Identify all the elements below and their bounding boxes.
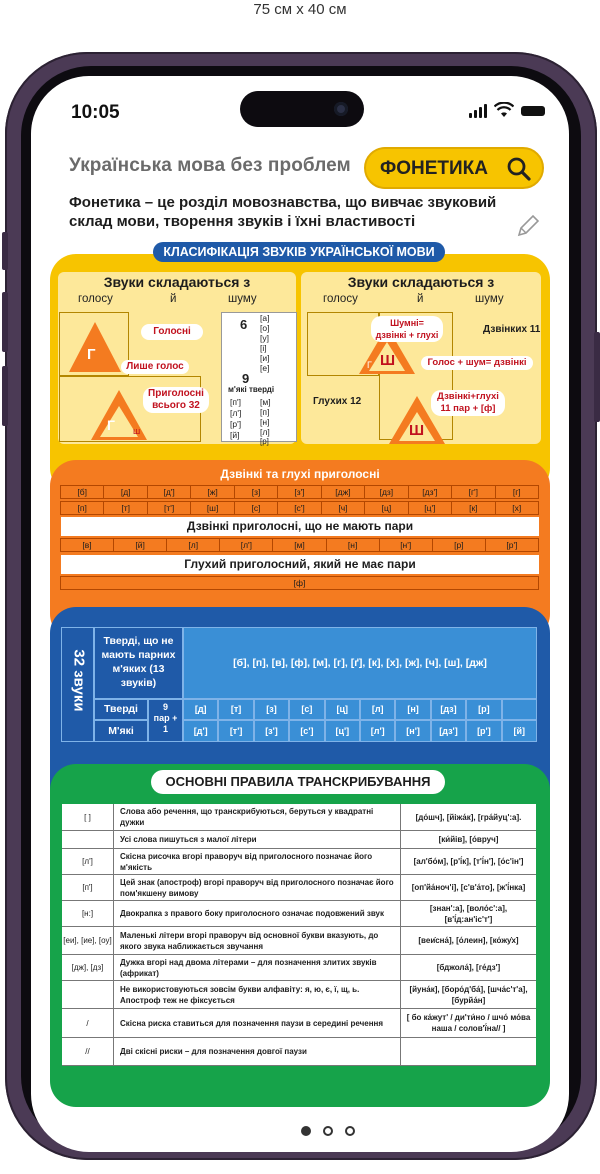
rule-row <box>62 1009 536 1038</box>
page-dot[interactable] <box>301 1126 311 1136</box>
left-heading: Звуки складаються з <box>103 274 251 290</box>
hard-only-list: [б], [п], [в], [ф], [м], [г], [ґ], [к], [х], [ж], [ч], [ш], [дж] <box>183 627 537 699</box>
rule-desc: Двокрапка з правого боку приголосного означає подовжений звук <box>114 901 401 926</box>
topic-label: ФОНЕТИКА <box>380 158 488 179</box>
pair-count-cell: 9 пар + 1 <box>148 699 183 742</box>
rule-ex: [веи̇сна́], [о́леин], [ко́жу̇х] <box>418 936 519 945</box>
soft-sound-cell: [н'] <box>395 720 430 742</box>
hard-sound-cell <box>502 699 537 720</box>
voiceless-triangle-letter: Ш <box>409 422 425 439</box>
topic-search-button[interactable] <box>364 147 544 189</box>
bubble-voice-noise: Голос + шум= дзвінкі <box>421 356 533 370</box>
right-heading: Звуки складаються з <box>347 274 495 290</box>
voiced-count: Дзвінких 11 <box>483 324 541 335</box>
wifi-icon <box>494 102 514 118</box>
rule-ex: [бджола́], [ге́дз'] <box>436 963 501 972</box>
noise-triangle-letter: Ш <box>380 352 396 369</box>
rule-sym: [н:] <box>62 901 114 926</box>
col-and: й <box>170 293 177 305</box>
hard-sound-cell: [ц] <box>325 699 360 720</box>
rule-desc: Не використовуються зовсім букви алфавіту: я, ю, є, ї, щ, ь. Апостроф теж не фіксується <box>114 981 401 1008</box>
voiceless-count: Глухих 12 <box>313 396 362 407</box>
consonant-triangle-letter: Г <box>107 417 115 433</box>
rule-sym: / <box>62 1009 114 1037</box>
rule-row <box>62 804 536 831</box>
rule-row <box>62 901 536 927</box>
bubble-noise: Шумні= дзвінкі + глухі <box>371 316 443 342</box>
hard-sound-cell: [дз] <box>431 699 466 720</box>
page-dot[interactable] <box>345 1126 355 1136</box>
rule-desc: Скісна рисочка вгорі праворуч від приголосного позначає його м'якість <box>114 849 401 874</box>
rule-sym: [л'] <box>62 849 114 874</box>
rule-row <box>62 1038 536 1066</box>
rule-sym <box>62 831 114 848</box>
rule-desc: Дві скісні риски – для позначення довгої паузи <box>114 1038 401 1065</box>
soft-sound-cell: [ц'] <box>325 720 360 742</box>
rule-ex <box>401 1038 536 1065</box>
hard-sound-cell: [н] <box>395 699 430 720</box>
rule-ex: [оп'йа́ноч'і], [с'в'а́то], [ж'і́нка] <box>411 883 526 892</box>
vowel-triangle-letter: Г <box>87 346 96 363</box>
page-dot[interactable] <box>323 1126 333 1136</box>
rule-desc: Цей знак (апостроф) вгорі праворуч від приголосного позначає його пом'якшену вимову <box>114 875 401 900</box>
rule-ex: [знан':а], [воло́с':а], [в'і́д:ан'іс'т'] <box>429 903 508 924</box>
rule-sym: [ ] <box>62 804 114 830</box>
hard-sound-cell: [д] <box>183 699 218 720</box>
rules-title: ОСНОВНІ ПРАВИЛА ТРАНСКРИБУВАННЯ <box>151 770 445 794</box>
voiceless-row: [п] [т] [т'] [ш] [с] [с'] [ч] [ц] [ц'] [к] [х] <box>61 501 539 515</box>
soft-sound-cell: [т'] <box>218 720 253 742</box>
signal-icon <box>469 104 487 118</box>
rule-sym: [дж], [дз] <box>62 955 114 980</box>
rule-desc: Усі слова пишуться з малої літери <box>114 831 401 848</box>
total-sounds-label: 32 звуки <box>61 627 94 742</box>
unpaired-voiced-row: [в] [й] [л] [л'] [м] [н] [н'] [р] [р'] <box>61 538 539 552</box>
rule-sym: // <box>62 1038 114 1065</box>
classification-title: КЛАСИФІКАЦІЯ ЗВУКІВ УКРАЇНСЬКОЇ МОВИ <box>153 242 445 262</box>
soft-row-label: М'які <box>94 720 148 742</box>
page-indicator[interactable] <box>301 1126 355 1136</box>
hard-only-label: Тверді, що не мають парних м'яких (13 звуків) <box>94 627 183 699</box>
hard-sound-cell: [т] <box>218 699 253 720</box>
status-icons <box>469 102 549 120</box>
bubble-voice-only: Лише голос <box>121 360 189 374</box>
soft-sound-cell: [з'] <box>254 720 289 742</box>
rule-sym <box>62 981 114 1008</box>
bubble-vowels: Голосні <box>141 324 203 340</box>
sonorant-count: 9 <box>242 371 250 386</box>
rule-ex: [ал'бо́м], [р'і́к], [т'і́н'], [о́с'ін'] <box>413 857 524 866</box>
rule-desc: Скісна риска ставиться для позначення паузи в середині речення <box>114 1009 401 1037</box>
rule-desc: Дужка вгорі над двома літерами – для позначення злитих звуків (африкат) <box>114 955 401 980</box>
unpaired-voiced-label: Дзвінкі приголосні, що не мають пари <box>61 517 539 536</box>
app-title: Українська мова без проблем <box>69 155 351 176</box>
rule-row <box>62 981 536 1009</box>
soft-sound-cell: [д'] <box>183 720 218 742</box>
rule-ex: [ки́йів], [о́вруч] <box>438 835 499 844</box>
rule-desc: Маленькі літери вгорі праворуч від основної букви вказують, до якого звука наближається звучання <box>114 927 401 954</box>
soft-sound-cell: [й] <box>502 720 537 742</box>
vowel-list-card: 6 [а] [о] [у] [і] [и] [е] 9 м'які тверді [п'] [л'] [р'] [й] [м] [п] [н] [л] [р] <box>221 312 297 442</box>
unpaired-voiceless-label: Глухий приголосний, який не має пари <box>61 555 539 574</box>
size-caption: 75 см x 40 см <box>253 1 347 18</box>
screen: 10:05 Українська мова без проблем ФОНЕТИКА Фонетика – це розділ мовознавства, що вивчає звуковий склад мови, творення звуків і їхні властивості КЛАСИФІКАЦІЯ ЗВУКІВ УКРАЇНСЬКОЇ МОВИ Звуки складаються з голосу й шуму Г Г ш Голосні Лише голос Приголосні всього 32 6 [а] [о] [у] [і] [и] [е] 9 м'які тверді [п'] [л'] [р'] [й] [м] [п] [н] [л] [р] Звуки складаються з голосу й шуму Ш Г Ш Шумні= дзвінкі + глухі Дзвінких 11 Голос + шум= дзвінкі Глухих 12 Дзвінкі+глухі 11 пар + [ф] Дзвінкі та глухі приголосні [б] [д] [д'] [ж] [з] [з'] [дж] [дз] [дз'] [г'] [г] [п] [т] [т'] [ш] [с] [с'] [ч] [ц] [ц'] [к] [х] Дзвінкі приголосні, що не мають пари [в] [й] [л] [л'] [м] [н] [н'] [р] [р'] Глухий приголосний, який не має пари [ф] 32 звуки Тверді, що не мають парних м'яких (13 звуків) [б], [п], [в], [ф], [м], [г], [ґ], [к], [х], [ж], [ч], [ш], [дж] Тверді М'які 9 пар + 1 [д] [т] [з] [с] [ц] [л] [н] [дз] [р] [д'] [т'] [з'] [с'] [ц'] [л'] [н'] [дз'] [р'] [й] ОСНОВНІ ПРАВИЛА ТРАНСКРИБУВАННЯ [ ] Слова або речення, що транскрибуються, беруться у квадратні дужки [до́шч], [йіжа́к], [гра́йуц':а]. Усі слова пишуться з малої літери [ки́йів], [о́вруч] [л'] Скісна рисочка вгорі праворуч від приголосного позначає його м'якість [ал'бо́м], [р'і́к], [т'і́н'], [о́с'ін'] [п'] Цей знак (апостроф) вгорі праворуч від приголосного позначає його пом'якшену вимову [оп'йа́ноч'і], [с'в'а́то], [ж'і́нка] [н:] Двокрапка з правого боку приголосного означає подовжений звук [знан':а], [воло́с':а], [в'і́д:ан'іс'т'] [еи], [ие], [оу] Маленькі літери вгорі праворуч від основної букви вказують, до якого звука наближається звучання [веи̇сна́], [о́леин], [ко́жу̇х] [дж], [дз] Дужка вгорі над двома літерами – для позначення злитих звуків (африкат) [бджола́], [ге́дз'] Не використовуються зовсім букви алфавіту: я, ю, є, ї, щ, ь. Апостроф теж не фіксується [йуна́к], [боро́д'ба́], [шча́с'т'а], [бурйа́н] / Скісна риска ставиться для позначення паузи в середині речення [ бо ка́жут' / ди'ти́но / шчо́ мо́ва наша / солов'ї́на// ] // Дві скісні риски – для позначення довгої паузи <box>31 76 569 1152</box>
pairs-title: Дзвінкі та глухі приголосні <box>220 467 380 481</box>
rule-sym: [п'] <box>62 875 114 900</box>
rule-row <box>62 849 536 875</box>
soft-sound-cell: [р'] <box>466 720 501 742</box>
rule-desc: Слова або речення, що транскрибуються, беруться у квадратні дужки <box>114 804 401 830</box>
intro-text: Фонетика – це розділ мовознавства, що вивчає звуковий склад мови, творення звуків і їхні властивості <box>69 194 497 230</box>
rule-sym: [еи], [ие], [оу] <box>62 927 114 954</box>
rule-row <box>62 955 536 981</box>
col-noise: шуму <box>228 293 257 305</box>
vowel-count: 6 <box>240 317 248 332</box>
soft-sound-cell: [дз'] <box>431 720 466 742</box>
soft-sound-cell: [л'] <box>360 720 395 742</box>
rule-row <box>62 831 536 849</box>
pencil-icon[interactable] <box>515 213 541 239</box>
search-icon <box>506 156 532 182</box>
battery-icon <box>521 106 545 116</box>
hard-sound-cell: [л] <box>360 699 395 720</box>
classification-right: Звуки складаються з голосу й шуму <box>301 272 541 444</box>
camera-island <box>240 91 364 127</box>
status-time: 10:05 <box>71 102 120 123</box>
consonant-triangle-sub: ш <box>133 426 141 436</box>
rule-row <box>62 927 536 955</box>
col-voice: голосу <box>78 293 113 305</box>
rule-row <box>62 875 536 901</box>
rule-ex: [до́шч], [йіжа́к], [гра́йуц':а]. <box>415 812 522 822</box>
bubble-consonants: Приголосні всього 32 <box>143 387 209 413</box>
hard-sound-cell: [с] <box>289 699 324 720</box>
voiced-row: [б] [д] [д'] [ж] [з] [з'] [дж] [дз] [дз'] [г'] [г] <box>61 485 539 499</box>
unpaired-voiceless-row: [ф] <box>61 576 539 590</box>
soft-hard-label: м'які тверді <box>228 385 275 394</box>
hard-sound-cell: [з] <box>254 699 289 720</box>
hard-sound-cell: [р] <box>466 699 501 720</box>
bubble-pairs: Дзвінкі+глухі 11 пар + [ф] <box>431 390 505 416</box>
hard-row-label: Тверді <box>94 699 148 720</box>
soft-sound-cell: [с'] <box>289 720 324 742</box>
rule-ex: [ бо ка́жут' / ди'ти́но / шчо́ мо́ва наша / солов'ї́на// ] <box>406 1013 531 1033</box>
rules-table <box>62 804 536 1066</box>
rule-ex: [йуна́к], [боро́д'ба́], [шча́с'т'а], [бурйа́н] <box>409 984 528 1005</box>
